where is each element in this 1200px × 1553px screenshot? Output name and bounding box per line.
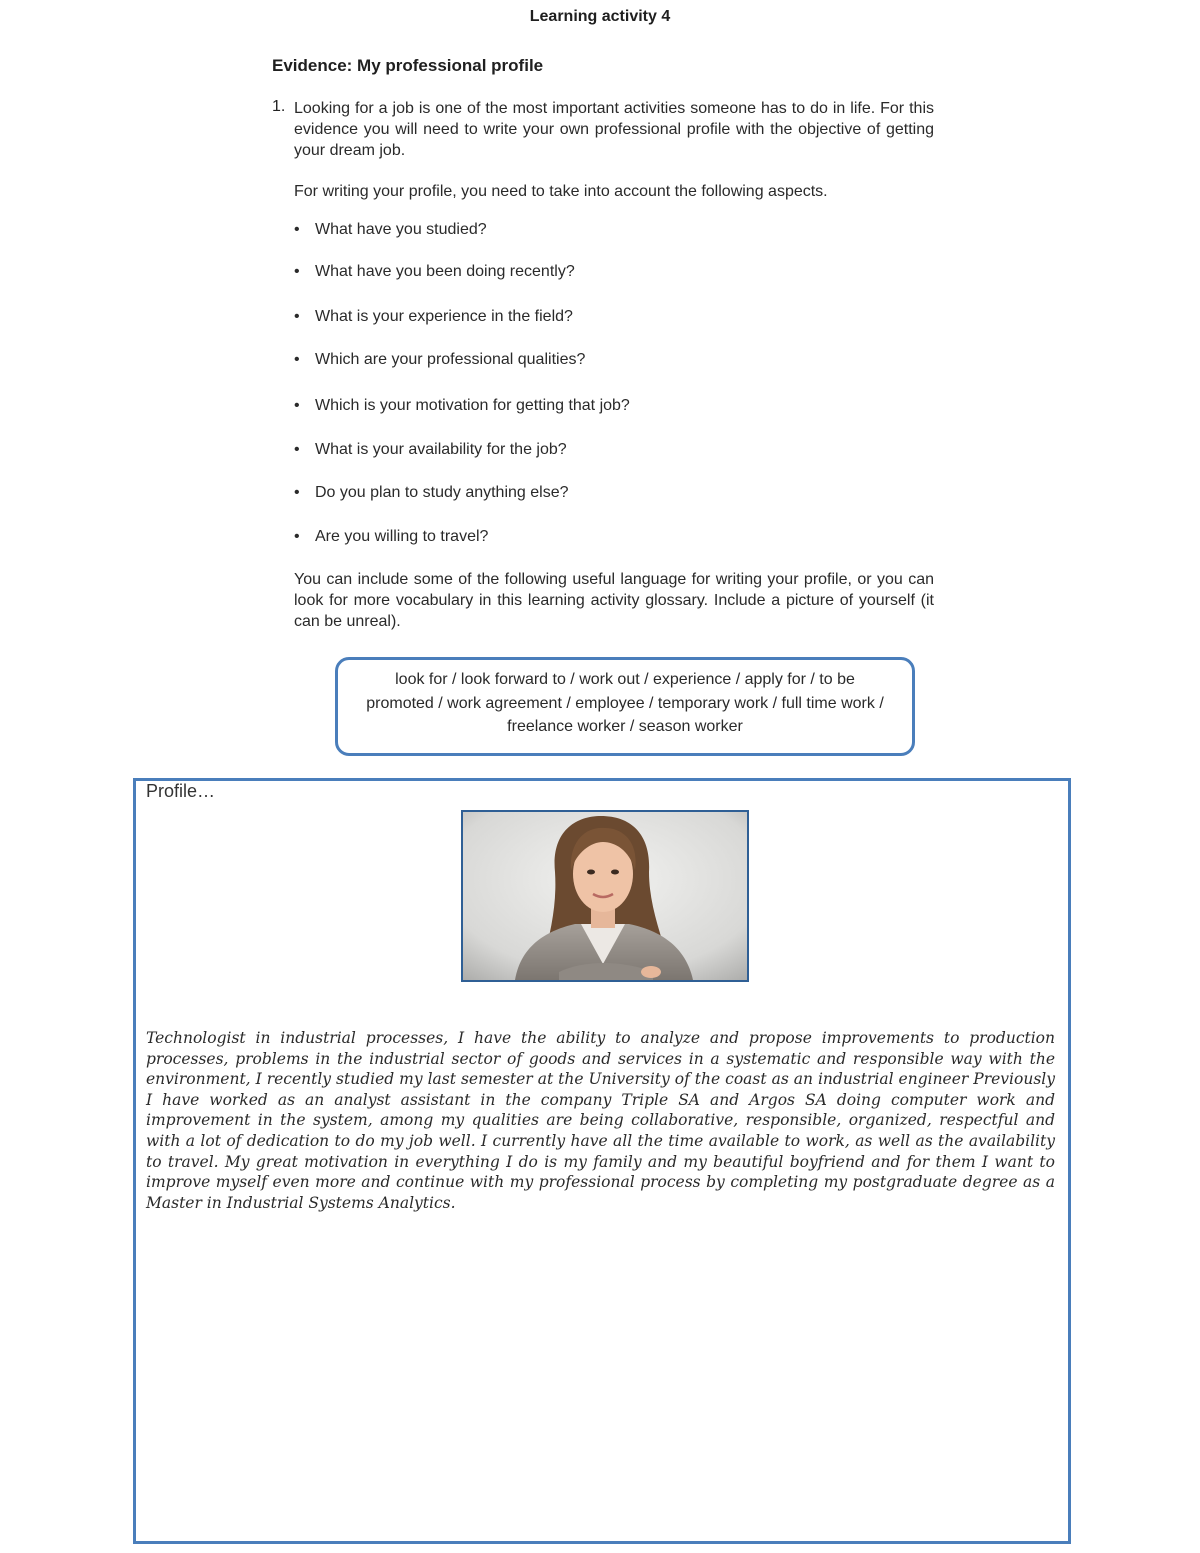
question-text: What is your availability for the job? — [315, 441, 567, 458]
evidence-heading: Evidence: My professional profile — [272, 56, 544, 75]
question-text: Are you willing to travel? — [315, 528, 489, 545]
page-title: Learning activity 4 — [529, 8, 671, 25]
bullet-icon: • — [294, 484, 300, 501]
intro-paragraph: Looking for a job is one of the most important activities someone has to do in life. For this evidence you will need to write your own professional profile with the objective of getting your dream job. — [294, 100, 934, 159]
bullet-icon: • — [294, 528, 300, 545]
bullet-icon: • — [294, 441, 300, 458]
profile-text: Technologist in industrial processes, I have the ability to analyze and propose improvements to production processes, problems in the industrial sector of goods and services in a systematic and responsible way with the environment, I recently studied my last semester at the University of the coast as an industrial engineer Previously I have worked as an analyst assistant in the company Triple SA and Argos SA doing computer work and improvement in the system, among my qualities are being collaborative, responsible, organized, respectful and with a lot of dedication to do my job well. I currently have all the time available to work, as well as the availability to travel. My great motivation in everything I do is my family and my beautiful boyfriend and for them I want to improve myself even more and continue with my professional process by completing my postgraduate degree as a Master in Industrial Systems Analytics. — [146, 1029, 1055, 1212]
profile-photo — [461, 810, 749, 982]
question-text: What have you studied? — [315, 221, 487, 238]
vocabulary-box: look for / look forward to / work out / experience / apply for / to be promoted / work agreement / employee / temporary work / full time work / freelance worker / season worker — [335, 657, 915, 756]
question-text: Which are your professional qualities? — [315, 351, 586, 368]
item-number: 1. — [272, 98, 286, 115]
question-text: Which is your motivation for getting that job? — [315, 397, 630, 414]
bullet-icon: • — [294, 221, 300, 238]
bullet-icon: • — [294, 351, 300, 368]
bullet-icon: • — [294, 308, 300, 325]
question-text: What have you been doing recently? — [315, 263, 575, 280]
language-paragraph: You can include some of the following useful language for writing your profile, or you can look for more vocabulary in this learning activity glossary. Include a picture of yourself (it can be unreal). — [294, 571, 934, 630]
profile-label: Profile… — [146, 781, 216, 801]
bullet-icon: • — [294, 397, 300, 414]
aspects-intro: For writing your profile, you need to take into account the following aspects. — [294, 183, 828, 200]
bullet-icon: • — [294, 263, 300, 280]
question-text: Do you plan to study anything else? — [315, 484, 569, 501]
question-text: What is your experience in the field? — [315, 308, 573, 325]
profile-photo-illustration — [463, 812, 747, 980]
